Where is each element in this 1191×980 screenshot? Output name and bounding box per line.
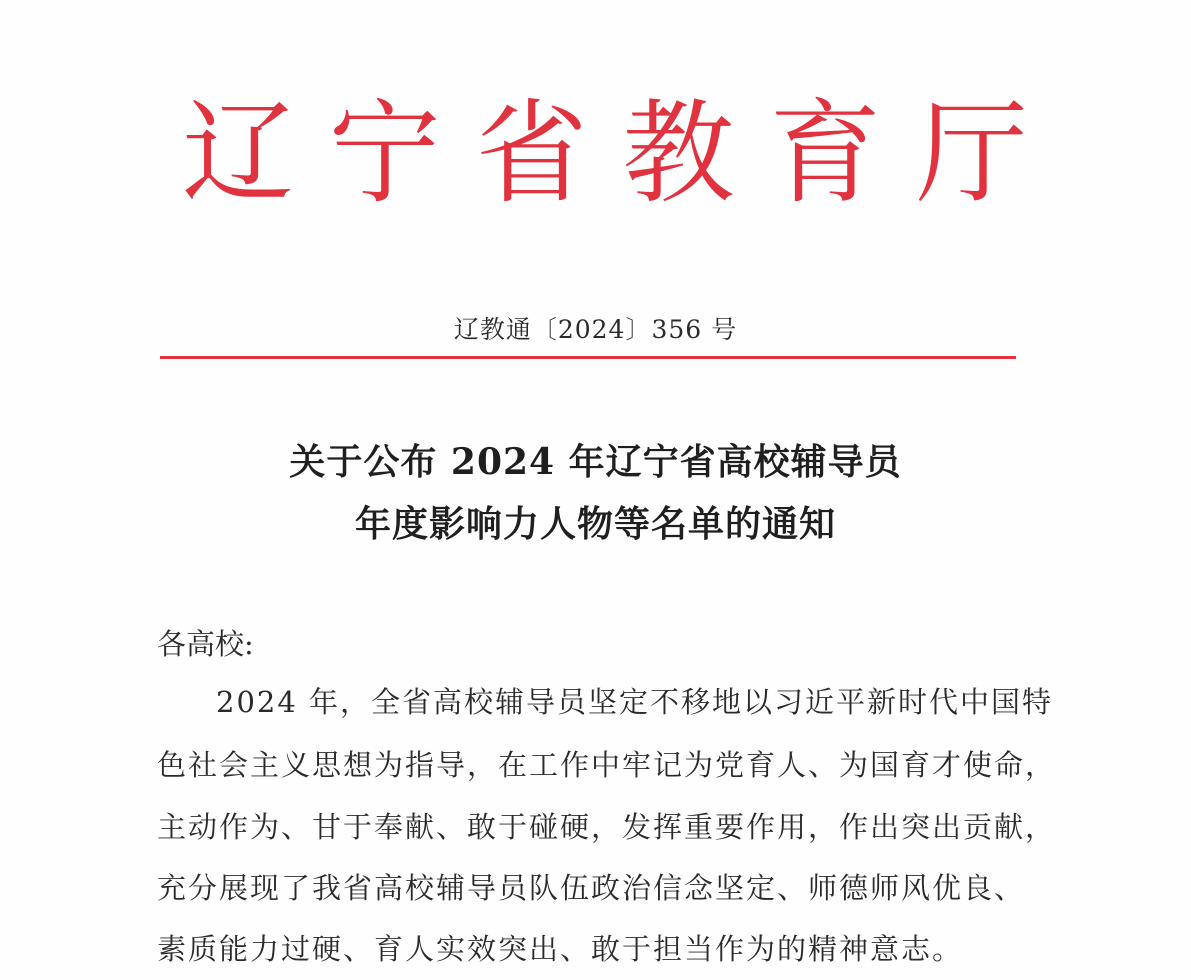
masthead-char: 厅 (915, 89, 1028, 219)
masthead-char: 省 (475, 89, 588, 219)
body-line: 充分展现了我省高校辅导员队伍政治信念坚定、师德师风优良、 (157, 871, 1026, 905)
masthead-char: 教 (622, 89, 735, 219)
document-number: 辽教通〔2024〕356 号 (453, 315, 738, 344)
masthead-char: 育 (769, 89, 882, 219)
salutation: 各高校: (157, 627, 254, 661)
masthead-char: 辽 (182, 89, 294, 219)
document-title-line-2: 年度影响力人物等名单的通知 (354, 503, 836, 545)
document-title-line-1: 关于公布 2024 年辽宁省高校辅导员 (289, 441, 902, 483)
body-line: 色社会主义思想为指导，在工作中牢记为党育人、为国育才使命， (157, 748, 1057, 782)
red-divider (160, 356, 1016, 359)
body-line: 主动作为、甘于奉献、敢于碰硬，发挥重要作用，作出突出贡献， (157, 810, 1057, 844)
body-line: 2024 年，全省高校辅导员坚定不移地以习近平新时代中国特 (216, 685, 1054, 719)
body-line: 素质能力过硬、育人实效突出、敢于担当作为的精神意志。 (157, 932, 964, 966)
masthead (182, 89, 1028, 219)
masthead-char: 宁 (328, 89, 441, 219)
